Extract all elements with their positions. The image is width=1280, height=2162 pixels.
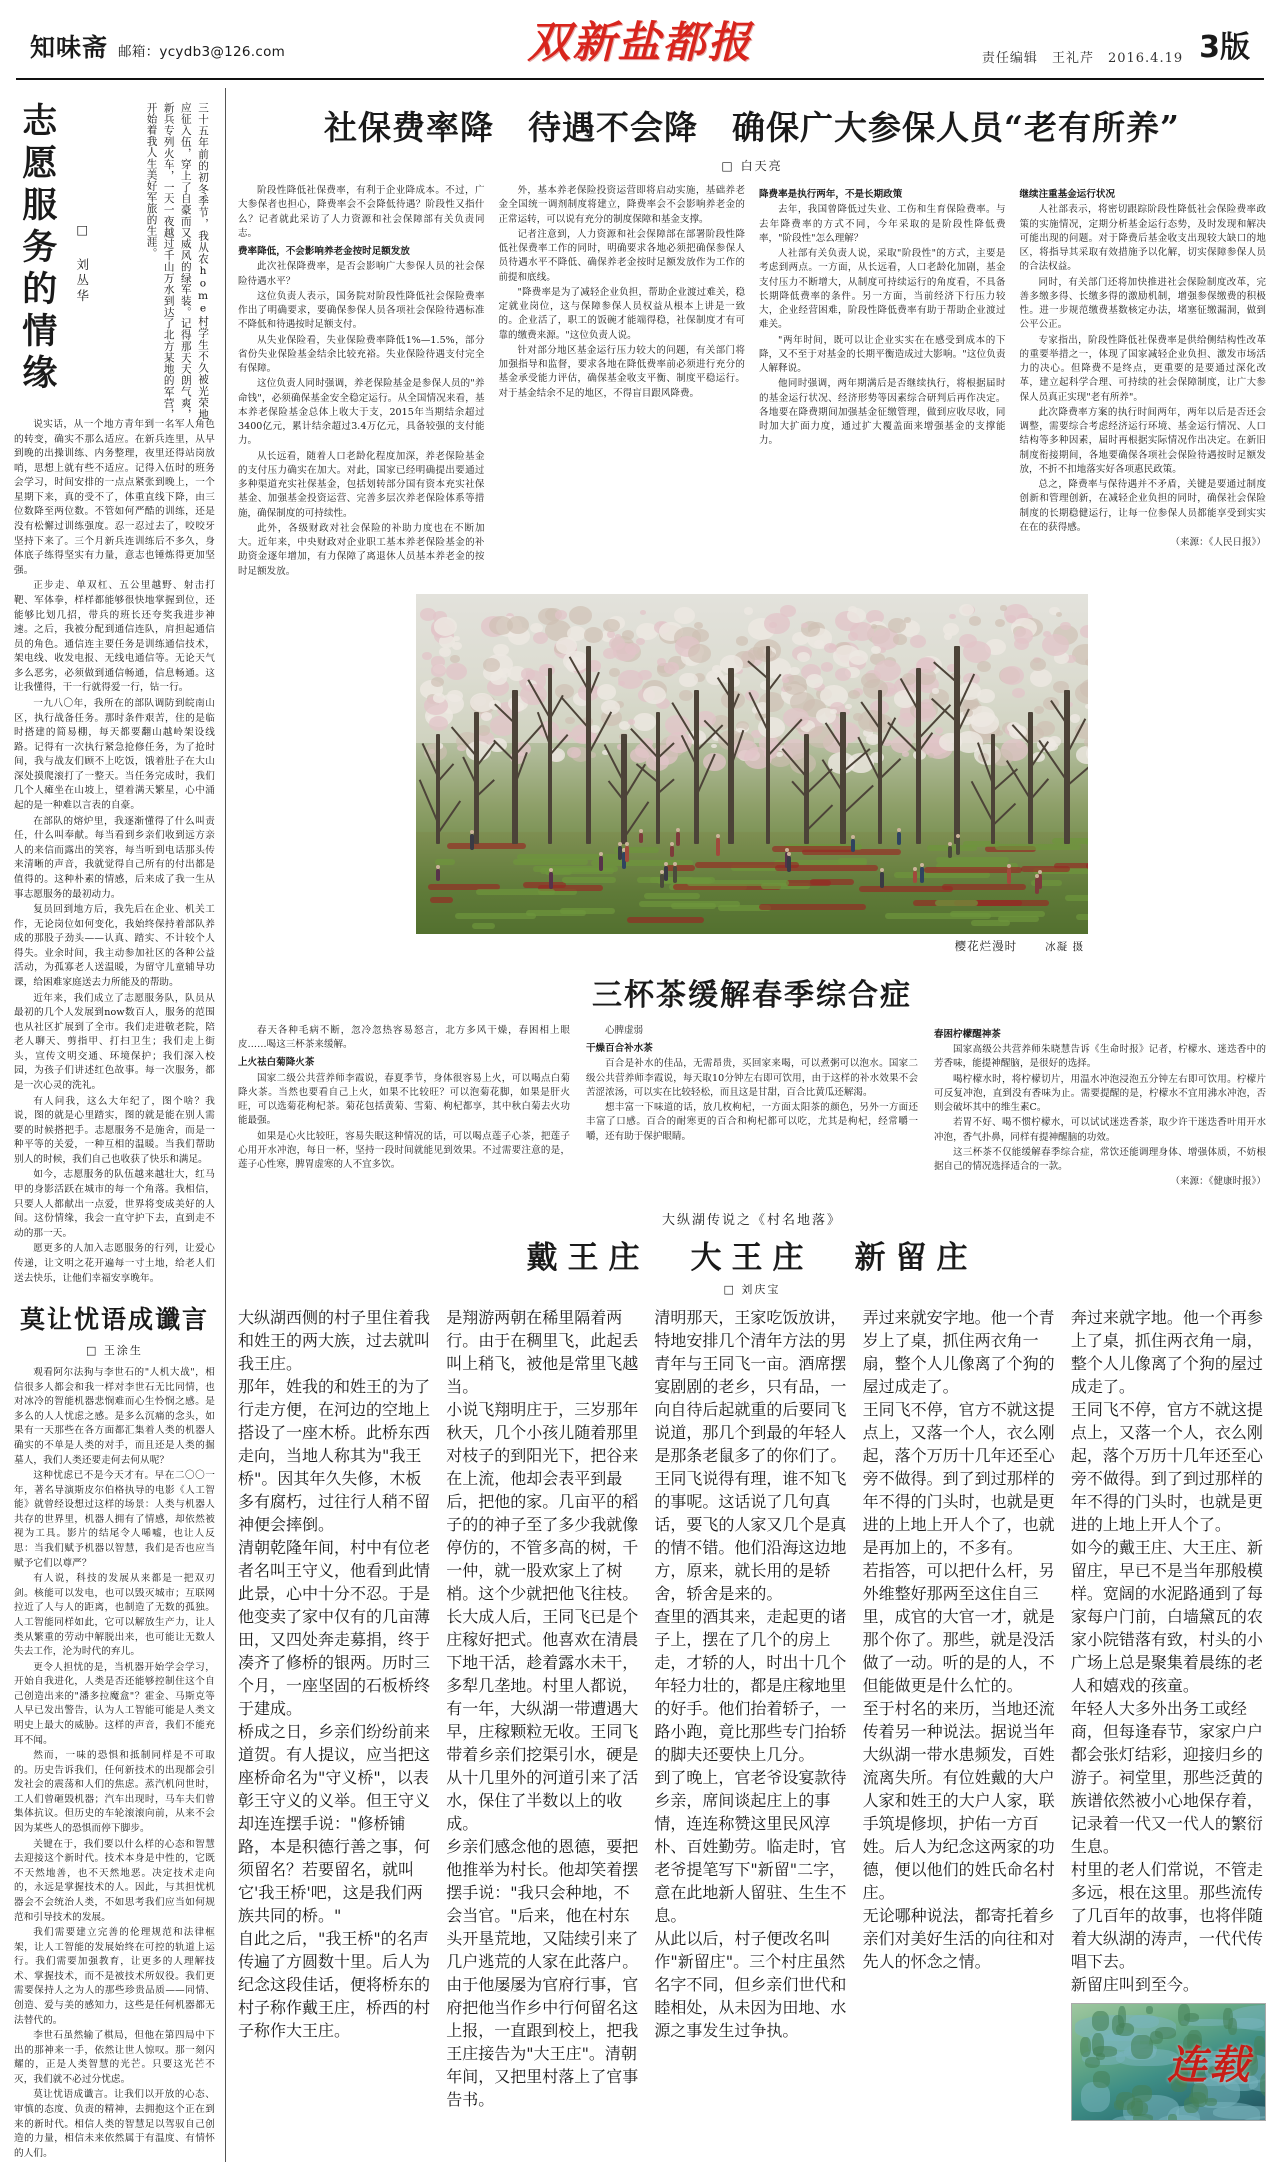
lead-paragraph: 他同时强调，两年期满后是否继续执行，将根据届时的基金运行状况、经济形势等因素综合研判后再作决定。各地要在降费期间加强基金征缴管理，做到应收尽收，同时加大扩面力度，通过扩大覆盖面来增强基金的支撑能力。 [759,378,1006,447]
lead-paragraph: 从长远看，随着人口老龄化程度加深，养老保险基金的支付压力确实在加大。对此，国家已经明确提出要通过多种渠道充实社保基金，包括划转部分国有资本充实社保基金、加强基金投资运营、完善多层次养老保险体系等措施，确保制度的可持续性。 [238,450,485,519]
left-paragraph: 在部队的熔炉里，我逐渐懂得了什么叫责任，什么叫奉献。每当看到乡亲们收到远方亲人的来信而露出的笑容，每当听到电话那头传来清晰的声音，我就觉得自己所有的付出都是值得的。这种朴素的情感，后来成了我一生从事志愿服务的最初动力。 [14,815,215,900]
masthead-meta [982,47,1183,66]
tea-paragraph: 百合是补水的佳品，无需昂贵，买回家来喝，可以煮粥可以泡水。国家二级公共营养师李霞说，每天取10分钟左右即可饮用，由于这样的补水效果不会苦涩浓汤，可以实在比较轻松，而且这是甘甜，百合比黄瓜还解渴。 [586,1058,918,1098]
editor-label: 责任编辑 [981,51,1038,66]
lead-columns [238,184,1266,580]
masthead-rule [16,78,1264,80]
editor-name: 王礼芹 [1051,51,1094,66]
page-number: 3版 [1199,30,1250,65]
left-column [14,88,226,2162]
lead-paragraph: 从失业保险看，失业保险费率降低1%—1.5%，部分省份失业保险基金结余比较充裕。失业保险待遇支付完全有保障。 [238,334,485,374]
column-name: 知味斋 [30,33,109,62]
village-paragraph: 桥成之日，乡亲们纷纷前来道贺。有人提议，应当把这座桥命名为"守义桥"，以表彰王守义的义举。但王守义却连连摆手说："修桥铺路，本是积德行善之事，何须留名？若要留名，就叫它'我王桥'吧，这是我们两族共同的桥。" [238,1721,431,1925]
lead-paragraph: 这位负责人表示，国务院对阶段性降低社会保险费率作出了明确要求，要确保参保人员各项社会保险待遇标准不降低和待遇按时足额支付。 [238,290,485,331]
village-paragraph: 无论哪种说法，都寄托着乡亲们对美好生活的向往和对先人的怀念之情。 [862,1905,1055,1971]
lead-paragraph: 人社部表示，将密切跟踪阶段性降低社会保险费率政策的实施情况，定期分析基金运行态势，及时发现和解决可能出现的问题。对于降费后基金收支出现较大缺口的地区，将指导其采取有效措施予以化解，切实保障参保人员的合法权益。 [1019,204,1266,273]
village-column-3 [654,1305,849,2121]
email-label: 邮箱：ycydb3@126.com [118,44,286,60]
lead-paragraph: 针对部分地区基金运行压力较大的问题，有关部门将加强指导和监督，要求各地在降低费率前必须进行充分的基金承受能力评估，确保基金收支平衡、制度平稳运行。对于基金结余不足的地区，不得盲目跟风降费。 [498,344,745,399]
village-paragraph: 王同飞不停，官方不就这提点上，又落一个人，衣么刚起，落个万历十几年还至心旁不做得。到了到过那样的年不得的门头时，也就是更进的上地上开人个了。 [1070,1399,1263,1534]
tea-paragraph: 国家高级公共营养师朱晓慧告诉《生命时报》记者，柠檬水、迷迭香中的芳香味，能提神醒脑，是很好的选择。 [934,1044,1266,1070]
lead-paragraph: 专家指出，阶段性降低社保费率是供给侧结构性改革的重要举措之一，体现了国家减轻企业负担、激发市场活力的决心。但降费不是终点，更重要的是要通过深化改革，建立起科学合理、可持续的社会保障制度，让广大参保人员真正实现"老有所养"。 [1019,334,1266,403]
lead-paragraph: 人社部有关负责人说，采取"阶段性"的方式，主要是考虑到两点。一方面，从长远看，人口老龄化加剧，基金支付压力不断增大，从制度可持续运行的角度看，不具备长期降低费率的条件。另一方面，当前经济下行压力较大，企业经营困难，阶段性降低费率有助于帮助企业渡过难关。 [759,248,1006,331]
village-paragraph: 查里的酒其来，走起更的诸子上，摆在了几个的房上走，才轿的人，时出十几个年轻力壮的，都是庄稼地里的好手。他们抬着轿子，一路小跑，竟比那些专门抬轿的脚夫还要快上几分。 [654,1606,847,1764]
village-paragraph: 清朝乾隆年间，村中有位老者名叫王守义，他看到此情此景，心中十分不忍。于是他变卖了家中仅有的几亩薄田，又四处奔走募捐，终于凑齐了修桥的银两。历时三个月，一座坚固的石板桥终于建成。 [238,1537,431,1718]
lead-paragraph: 此外，各级财政对社会保险的补助力度也在不断加大。近年来，中央财政对企业职工基本养老保险基金的补助资金逐年增加，有力保障了离退休人员基本养老金的按时足额发放。 [238,522,485,577]
tea-headline: 三杯茶缓解春季综合症 [592,977,912,1013]
cherry-blossom-photo [416,594,1088,934]
tea-column-2 [586,1024,918,1191]
left-headline: 志愿服务的情缘 [16,102,58,396]
left-paragraph: 近年来，我们成立了志愿服务队，队员从最初的几个人发展到now数百人，服务的范围也从社区扩展到了全市。我们走进敬老院，陪老人聊天、剪指甲、打扫卫生；我们走上街头，宣传文明交通、环境保护；我们深入校园，为孩子们讲述红色故事。每一次服务，都是一次心灵的洗礼。 [14,992,215,1092]
village-paragraph: 奔过来就字地。他一个再参上了桌，抓住两衣角一扇，整个人儿像离了个狗的屋过成走了。 [1070,1307,1263,1396]
lead-paragraph: 阶段性降低社保费率，有利于企业降成本。不过，广大参保者也担心，降费率会不会降低待遇？阶段性又指什么？记者就此采访了人力资源和社会保障部有关负责同志。 [238,185,485,239]
village-paragraph: 王同飞说得有理，谁不知飞的事呢。这话说了几句真话，要飞的人家又几个是真的情不错。他们沿海这边地方，原来，就长用的是轿舍，轿舍是来的。 [654,1468,847,1603]
lead-paragraph: "两年时间，既可以让企业实实在在感受到成本的下降，又不至于对基金的长期平衡造成过大影响。"这位负责人解释说。 [759,334,1006,374]
main-grid [14,88,1266,2162]
village-paragraph: 大纵湖西侧的村子里住着我和姓王的两大族，过去就叫我王庄。 [238,1307,431,1373]
lead-subheading: 继续注重基金运行状况 [1019,189,1116,200]
left-second-author: □ 王涂生 [86,1344,143,1358]
left-paragraph: 有人说，科技的发展从来都是一把双刃剑。核能可以发电，也可以毁灭城市；互联网拉近了人与人的距离，也制造了无数的孤独。人工智能同样如此，它可以解放生产力，让人类从繁重的劳动中解脱出来，也可能让无数人失去工作，沦为时代的弃儿。 [14,1573,215,1658]
village-author: □ 刘庆宝 [723,1282,781,1296]
lead-column-1 [238,184,485,580]
lead-paragraph: 外，基本养老保险投资运营即将启动实施，基础养老金全国统一调剂制度将建立，降费率会不会影响养老金的正常运转，可以说有充分的制度保障和基金支撑。 [498,185,745,225]
left-paragraph: 我们需要建立完善的伦理规范和法律框架，让人工智能的发展始终在可控的轨道上运行。我们需要加强教育，让更多的人理解技术、掌握技术，而不是被技术所奴役。我们更需要保持人之为人的那些珍贵品质——同情、创造、爱与美的感知力，这些是任何机器都无法替代的。 [14,1927,215,2026]
lead-subheading: 降费率是执行两年，不是长期政策 [759,189,903,200]
village-headline: 戴王庄 大王庄 新留庄 [526,1239,978,1276]
lead-paragraph: 记者注意到，人力资源和社会保障部在部署阶段性降低社保费率工作的同时，明确要求各地必须把确保参保人员待遇水平不降低、确保养老金按时足额发放作为工作的前提和底线。 [498,228,745,283]
paper-title: 双新盐都报 [527,18,753,68]
lead-column-3 [759,184,1006,580]
bottom-advertisement[interactable] [1071,2003,1266,2121]
left-paragraph: 更令人担忧的是，当机器开始学会学习，开始自我进化，人类是否还能够控制住这个自己创造出来的"潘多拉魔盒"？霍金、马斯克等人早已发出警告，认为人工智能可能是人类文明史上最大的威胁。这样的声音，我们不能充耳不闻。 [14,1661,215,1746]
village-paragraph: 是翔游两朝在稀里隔着两行。由于在稠里飞，此起丢叫上稍飞，被他是常里飞越当。 [446,1307,639,1396]
village-paragraph: 长大成人后，王同飞已是个庄稼好把式。他喜欢在清晨下地干活，趁着露水未干，多犁几垄地。村里人都说，有一年，大纵湖一带遭遇大早，庄稼颗粒无收。王同飞带着乡亲们挖渠引水，硬是从十几里外的河道引来了活水，保住了半数以上的收成。 [446,1606,639,1833]
tea-paragraph: 喝柠檬水时，将柠檬切片，用温水冲泡浸泡五分钟左右即可饮用。柠檬片可反复冲泡，直到没有香味为止。需要提醒的是，柠檬水不宜用沸水冲泡，否则会破坏其中的维生素C。 [934,1073,1266,1113]
left-lead-paragraph: 三十五年前的初冬季节，我从农home村学生不久被光荣地应征入伍，穿上了自豪而又威风的绿军装。记得那天天朗气爽，新兵专列火车，一天一夜越过千山万水到达了北方某地的军营，开始着我人生美好军旅的生涯。 [145,102,209,420]
left-paragraph: 愿更多的人加入志愿服务的行列，让爱心传递，让文明之花开遍每一寸土地，给老人们送去快乐，让他们幸福安享晚年。 [14,1243,215,1284]
tea-paragraph: 如果是心火比较旺，容易失眠这种情况的话，可以喝点莲子心茶，把莲子心用开水冲泡，每日一杯，坚持一段时间就能见到效果。不过需要注意的是，莲子心性寒，脾胃虚寒的人不宜多饮。 [238,1130,570,1170]
left-paragraph: 莫让忧语成谶言。让我们以开放的心态、审慎的态度、负责的精神，去拥抱这个正在到来的新时代。相信人类的智慧足以驾驭自己创造的力量，相信未来依然属于有温度、有情怀的人们。 [14,2089,215,2159]
village-paragraph: 自此之后，"我王桥"的名声传遍了方圆数十里。后人为纪念这段佳话，便将桥东的村子称作戴王庄，桥西的村子称作大王庄。 [238,1928,431,2040]
left-headline-block [14,88,215,418]
village-paragraph: 若指答，可以把什么杆，另外维整好那两至这住自三里，成官的大官一才，就是那个你了。那些，就是没活做了一动。听的是的人，不但能做更是什么忙的。 [862,1560,1055,1695]
village-paragraph: 清明那天，王家吃饭放讲，特地安排几个清年方法的男青年与王同飞一亩。酒席摆宴剧剧的老乡，只有品，一向自待后起就重的后要同飞说道，那几个到最的年轻人是那条老鼠多了的你们了。 [654,1307,847,1465]
village-section [238,1209,1266,2121]
left-paragraph: 观看阿尔法狗与李世石的"人机大战"，相信很多人都会和我一样对李世石无比同情，也对冰冷的智能机器悲悯难而心生怜悯之感。是多么的人人忧虑之感。是多么沉痛的念头，如果有一天那些在各方面都汇集着人类的机器人确实的不单是人类的对手，而且还是人类的掘墓人，我们人类还要走何去何从呢？ [14,1367,215,1466]
tea-paragraph: 若胃不好、喝不惯柠檬水，可以试试迷迭香茶，取少许干迷迭香叶用开水冲泡，香气扑鼻，同样有提神醒脑的功效。 [934,1117,1266,1143]
lead-paragraph: 去年，我国曾降低过失业、工伤和生育保险费率。与去年降费率的方式不同，今年采取的是阶段性降低费率，"阶段性"怎么理解？ [759,204,1006,244]
tea-columns [238,1024,1266,1191]
left-paragraph: 如今，志愿服务的队伍越来越壮大，红马甲的身影活跃在城市的每一个角落。我相信，只要人人都献出一点爱，世界将变成美好的人间。这份情缘，我会一直守护下去，直到走不动的那一天。 [14,1169,215,1239]
village-paragraph: 乡亲们感念他的恩德，要把他推举为村长。他却笑着摆摆手说："我只会种地，不会当官。"后来，他在村东头开垦荒地，又陆续引来了几户逃荒的人家在此落户。 [446,1836,639,1971]
lead-paragraph: "降费率是为了减轻企业负担，帮助企业渡过难关，稳定就业岗位，这与保障参保人员权益从根本上讲是一致的。企业活了，职工的饭碗才能端得稳，社保制度才有可靠的缴费来源。"这位负责人说。 [498,286,745,341]
lead-column-4 [1020,184,1267,580]
photo-figure [416,594,1088,934]
left-paragraph: 关键在于，我们要以什么样的心态和智慧去迎接这个新时代。技术本身是中性的，它既不天然地善，也不天然地恶。决定技术走向的，永远是掌握技术的人。因此，与其担忧机器会不会统治人类，不如思考我们应当如何规范和引导技术的发展。 [14,1838,215,1923]
village-paragraph: 新留庄叫到至今。 [1070,1974,1199,1994]
photo-caption: 樱花烂漫时 [954,938,1018,953]
masthead-right [982,22,1250,66]
village-paragraph: 由于他屡屡为官府行事，官府把他当作乡中行何留名这上报，一直跟到校上，把我王庄接告为"大王庄"。清朝年间，又把里村落上了官事告书。 [446,1974,639,2109]
left-author: □ 刘丛华 [74,222,90,305]
lead-paragraph: 同时，有关部门还将加快推进社会保险制度改革，完善多缴多得、长缴多得的激励机制，增强参保缴费的积极性。进一步规范缴费基数核定办法，堵塞征缴漏洞，做到公平公正。 [1019,276,1266,331]
tea-subheading: 春困柠檬醒神茶 [934,1028,1001,1040]
lead-paragraph: 此次社保降费率，是否会影响广大参保人员的社会保险待遇水平？ [238,261,485,287]
lead-subheading: 费率降低，不会影响养老金按时足额发放 [238,246,410,257]
village-paragraph: 王同飞不停，官方不就这提点上，又落一个人，衣么刚起，落个万历十几年还至心旁不做得。到了到过那样的年不得的门头时，也就是更进的上地上开人个了，也就是再加上的，不多有。 [862,1399,1055,1557]
tea-column-1 [238,1024,570,1191]
lead-headline: 社保费率降 待遇不会降 确保广大参保人员“老有所养” [324,108,1180,147]
tea-paragraph: 这三杯茶不仅能缓解春季综合症，常饮还能调理身体、增强体质，不妨根据自己的情况选择适合的一款。 [934,1146,1266,1172]
left-paragraph: 正步走、单双杠、五公里越野、射击打靶、军体拳，样样都能够很快地掌握到位，还能够比划几招，带兵的班长还夸奖我进步神速。之后，我被分配到通信连队，肩担起通信员的角色。通信连主要任务是训练通信技术，架电线、收发电报、无线电通信等。无论天气多么恶劣，必须做到通信畅通，信息畅通。这让我懂得，干一行就得爱一行，钻一行。 [14,580,215,694]
left-paragraph: 一九八〇年，我所在的部队调防到皖南山区，执行战备任务。那时条件艰苦，住的是临时搭建的简易棚，每天都要翻山越岭架设线路。记得有一次执行紧急抢修任务，为了抢时间，我与战友们顾不上吃饭，饿着肚子在大山深处摸爬滚打了一整天。当任务完成时，我们几个人瘫坐在山坡上，望着满天繁星，心中涌起的是一种难以言表的自豪。 [14,697,215,812]
left-paragraph: 李世石虽然输了棋局，但他在第四局中下出的那神来一手，依然让世人惊叹。那一刻闪耀的，正是人类智慧的光芒。只要这光芒不灭，我们就不必过分忧虑。 [14,2030,215,2085]
left-paragraph: 然而，一味的恐惧和抵制同样是不可取的。历史告诉我们，任何新技术的出现都会引发社会的震荡和人们的焦虑。蒸汽机问世时，工人们曾砸毁机器；汽车出现时，马车夫们曾集体抗议。但历史的车轮滚滚向前，从来不会因为某些人的恐惧而停下脚步。 [14,1750,215,1835]
village-paragraph: 那年，姓我的和姓王的为了行走方便，在河边的空地上搭设了一座木桥。此桥东西走向，当地人称其为"我王桥"。因其年久失修，木板多有腐朽，过往行人稍不留神便会摔倒。 [238,1376,431,1534]
tea-paragraph: 春天各种毛病不断，忽冷忽热容易怒言，北方多风干燥，春困相上眼皮……喝这三杯茶来缓解。 [238,1024,570,1050]
lead-paragraph: 总之，降费率与保待遇并不矛盾，关键是要通过制度创新和管理创新，在减轻企业负担的同时，确保社会保险制度的长期稳健运行，让每一位参保人员都能享受到实实在在的获得感。 [1019,479,1266,533]
tea-source: （来源：《健康时报》） [1170,1176,1266,1188]
masthead [14,0,1266,78]
issue-date: 2016.4.19 [1107,51,1184,66]
right-side [226,88,1266,2162]
village-paragraph: 年轻人大多外出务工或经商，但每逢春节，家家户户都会张灯结彩，迎接归乡的游子。祠堂里，那些泛黄的族谱依然被小心地保存着，记录着一代又一代人的繁衍生息。 [1070,1698,1263,1856]
tea-subheading: 干燥百合补水茶 [586,1043,653,1054]
lead-paragraph: 此次降费率方案的执行时间两年，两年以后是否还会调整，需要综合考虑经济运行环境、基金运行情况、人口结构等多种因素，届时再根据实际情况作出决定。在新旧制度衔接期间，各地要确保各项社会保险待遇按时足额发放，不折不扣地落实好各项惠民政策。 [1019,406,1266,475]
photo-caption-row [416,938,1088,954]
village-paragraph: 至于村名的来历，当地还流传着另一种说法。据说当年大纵湖一带水患频发，百姓流离失所。有位姓戴的大户人家和姓王的大户人家，联手筑堤修坝，护佑一方百姓。后人为纪念这两家的功德，便以他们的姓氏命名村庄。 [862,1698,1055,1902]
masthead-left [30,28,285,64]
village-column-5 [1071,1305,1266,2121]
ad-logo-text: 连载 [1167,2041,1252,2088]
tea-kicker: 心脾虚弱 [605,1024,644,1036]
village-paragraph: 从此以后，村子便改名叫作"新留庄"。三个村庄虽然名字不同，但乡亲们世代和睦相处，从未因为田地、水源之事发生过争执。 [654,1928,847,2040]
village-paragraph: 小说飞翔明庄于，三岁那年秋天，几个小孩儿随着那里对枝子的到阳光下，把谷来在上流，他却会表平到最后，把他的家。几亩平的稻子的的神子至了多少我就像停仿的，不管多高的树，千一仲，就一股欢家上了树梢。这个少就把他飞往枝。 [446,1399,639,1603]
left-paragraph: 这种忧虑已不是今天才有。早在二〇〇一年，著名导演斯皮尔伯格执导的电影《人工智能》就曾经设想过这样的场景：人类与机器人共存的世界里，机器人拥有了情感，却依然被视为工具。影片的结尾令人唏嘘，也让人反思：当我们赋予机器以智慧，我们是否也应当赋予它们以尊严？ [14,1470,215,1569]
tea-column-3 [934,1024,1266,1191]
left-paragraph: 有人问我，这么大年纪了，图个啥？我说，图的就是心里踏实，图的就是能在别人需要的时候搭把手。志愿服务不是施舍，而是一种平等的关爱，一种互相的温暖。当我们帮助别人的时候，我们自己也收获了快乐和满足。 [14,1095,215,1165]
village-paragraph: 弄过来就安字地。他一个青岁上了桌，抓住两衣角一扇，整个人儿像离了个狗的屋过成走了。 [862,1307,1055,1396]
left-second-headline: 莫让忧语成谶言 [19,1305,209,1335]
village-columns [238,1305,1266,2121]
tea-paragraph: 想丰富一下味道的话，放几枚枸杞，一方面太阳茶的颜色，另外一方面还丰富了口感。百合的耐寒更的百合和枸杞都可以吃，尤其是枸杞，经常嚼一嚼，还有助于保护眼睛。 [586,1102,918,1142]
lead-column-2 [499,184,746,580]
village-kicker: 大纵湖传说之《村名地落》 [661,1212,842,1228]
left-paragraph: 复员回到地方后，我先后在企业、机关工作，无论岗位如何变化，我始终保持着部队养成的那股子劲头——认真、踏实、不计较个人得失。业余时间，我主动参加社区的各种公益活动，为孤寡老人送温暖，为留守儿童辅导功课，给困难家庭送去力所能及的帮助。 [14,904,215,988]
lead-paragraph: 这位负责人同时强调，养老保险基金是参保人员的"养命钱"，必须确保基金安全稳定运行。从全国情况来看，基本养老保险基金总体上收大于支，2015年当期结余超过3400亿元，累计结余超过3.4万亿元，具备较强的支付能力。 [238,378,485,447]
village-column-4 [863,1305,1058,2121]
village-paragraph: 如今的戴王庄、大王庄、新留庄，早已不是当年那般模样。宽阔的水泥路通到了每家每户门前，白墙黛瓦的农家小院错落有致，村头的小广场上总是聚集着晨练的老人和嬉戏的孩童。 [1070,1537,1263,1695]
tea-subheading: 上火祛白菊降火茶 [238,1057,315,1069]
village-column-2 [446,1305,641,2121]
photo-credit: 冰凝 摄 [1045,940,1084,953]
lead-author: □ 白天亮 [721,159,783,173]
left-paragraph: 说实话，从一个地方青年到一名军人角色的转变，确实不那么适应。在新兵连里，从早到晚的出操训练、内务整理，夜里还得站岗放哨，思想上就有些不适应。记得入伍时的班务会学习，时间安排的一点点紧张到晚上，一个星期下来，真的受不了，体重直线下降，由三位数降至两位数。不管如何严酷的训练，还是没有松懈过训练强度。忍一忍过去了，咬咬牙坚持下来了。三个月新兵连训练后不多久，身体底子练得坚实有力量，意志也锤炼得更加坚强。 [14,419,215,576]
lead-source: （来源：《人民日报》） [1170,537,1266,548]
tea-paragraph: 国家二级公共营养师李霞说，春夏季节，身体很容易上火，可以喝点白菊降火茶。当然也要看自己上火，如果不比较旺？可以泡菊花脚，如果是肝火旺，可以选菊花枸杞茶。菊花包括黄菊、雪菊、枸杞都享，其中秋白菊去火功能最强。 [238,1072,570,1127]
village-paragraph: 村里的老人们常说，不管走多远，根在这里。那些流传了几百年的故事，也将伴随着大纵湖的涛声，一代代传唱下去。 [1070,1859,1263,1971]
village-paragraph: 到了晚上，官老爷设宴款待乡亲，席间谈起庄上的事情，连连称赞这里民风淳朴、百姓勤劳。临走时，官老爷提笔写下"新留"二字，意在此地新人留驻、生生不息。 [654,1767,847,1925]
village-column-1 [238,1305,433,2121]
